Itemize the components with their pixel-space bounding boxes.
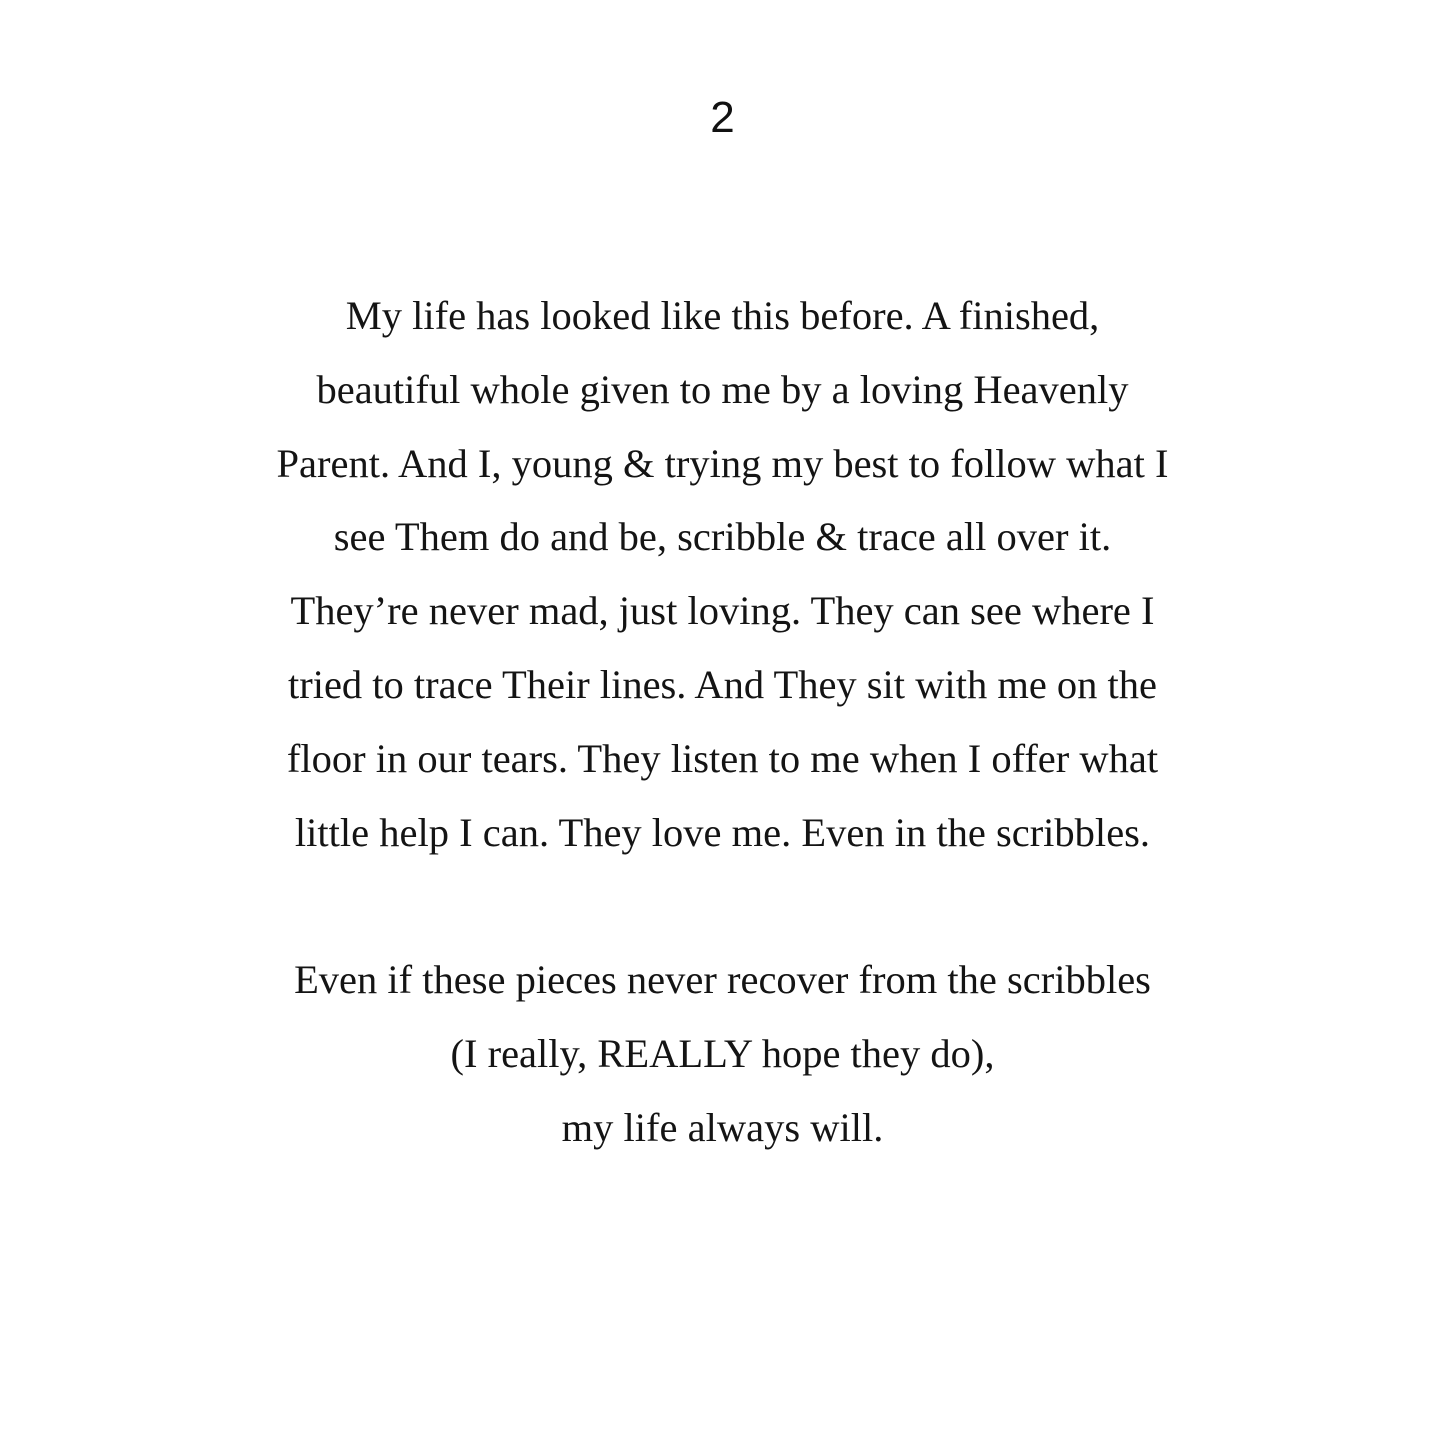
paragraph-1 [0,279,1445,869]
text-line: (I really, REALLY hope they do), [450,1030,995,1076]
text-line: my life always will. [561,1104,884,1150]
page-number: 2 [710,93,735,142]
text-line: little help I can. They love me. Even in the scribbles. [294,809,1151,855]
text-line: beautiful whole given to me by a loving Heavenly [316,366,1129,412]
text-line: They’re never mad, just loving. They can see where I [290,588,1155,634]
text-line: Parent. And I, young & trying my best to follow what I [276,440,1169,486]
text-line: My life has looked like this before. A finished, [345,293,1100,338]
text-line: Even if these pieces never recover from the scribbles [294,957,1151,1002]
text-line: floor in our tears. They listen to me when I offer what [286,735,1159,781]
paragraph-2 [0,943,1445,1164]
text-line: tried to trace Their lines. And They sit with me on the [287,661,1158,707]
text-line: see Them do and be, scribble & trace all over it. [333,514,1112,560]
